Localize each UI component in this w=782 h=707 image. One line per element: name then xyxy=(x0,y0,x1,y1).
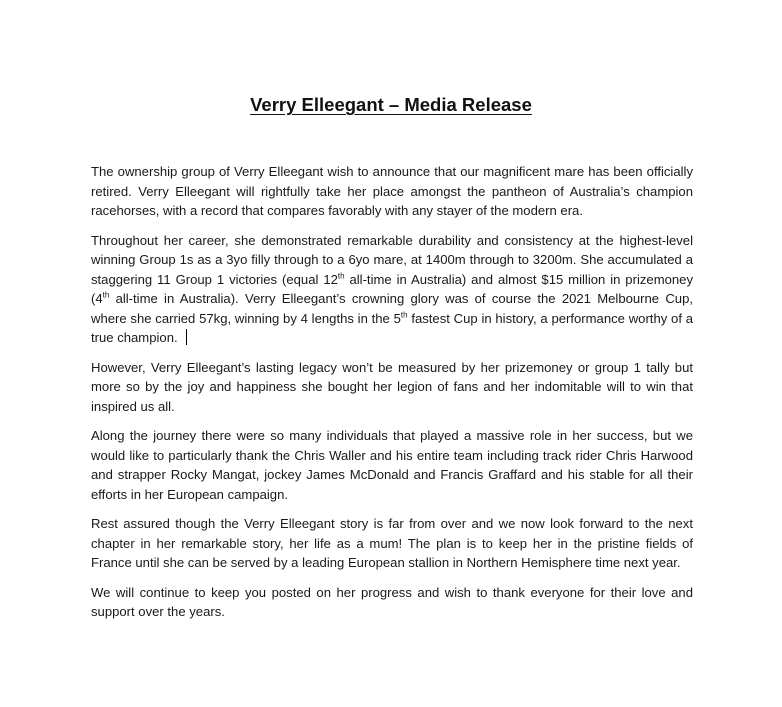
ordinal-suffix: th xyxy=(102,290,110,300)
paragraph-text: all-time in Australia) and almost $15 million in prizemoney (4 xyxy=(91,271,693,306)
text-cursor xyxy=(186,329,187,345)
paragraph-career-record xyxy=(91,231,693,348)
paragraph-future-plans xyxy=(91,514,693,573)
document-body[interactable] xyxy=(91,162,693,632)
ordinal-suffix: th xyxy=(337,271,345,281)
paragraph-text: Along the journey there were so many individuals that played a massive role in her success, but we would like to particularly thank the Chris Waller and his entire team including track rider Chris Harwood and strapper Rocky Mangat, jockey James McDonald and Francis Graffard and his stable for all their efforts in her European campaign. xyxy=(91,428,693,502)
paragraph-closing xyxy=(91,583,693,622)
paragraph-text: We will continue to keep you posted on her progress and wish to thank everyone for their love and support over the years. xyxy=(91,584,693,619)
paragraph-text: fastest Cup in history, a performance worthy of a true champion. xyxy=(91,310,694,345)
paragraph-text: However, Verry Elleegant’s lasting legacy won’t be measured by her prizemoney or group 1 tally but more so by the joy and happiness she bought her legion of fans and her indomitable will to win that inspired us all. xyxy=(91,359,693,414)
paragraph-text: all-time in Australia). Verry Elleegant’s crowning glory was of course the 2021 Melbourne Cup, where she carried 57kg, winning by 4 lengths in the 5 xyxy=(91,291,693,326)
ordinal-suffix: th xyxy=(400,310,408,320)
paragraph-text: Throughout her career, she demonstrated remarkable durability and consistency at the highest-level winning Group 1s as a 3yo filly through to a 6yo mare, at 1400m through to 3200m. She accumulated a staggering 11 Group 1 victories (equal 12 xyxy=(91,232,693,287)
paragraph-legacy xyxy=(91,358,693,417)
paragraph-retirement-announcement xyxy=(91,162,693,221)
paragraph-text: Rest assured though the Verry Elleegant story is far from over and we now look forward to the next chapter in her remarkable story, her life as a mum! The plan is to keep her in the pristine fields of France until she can be served by a leading European stallion in Northern Hemisphere time next year. xyxy=(91,516,693,570)
paragraph-thanks xyxy=(91,426,693,504)
paragraph-text: The ownership group of Verry Elleegant wish to announce that our magnificent mare has been officially retired. Verry Elleegant will rightfully take her place amongst the pantheon of Australia’s champion racehorses, with a record that compares favorably with any stayer of the modern era. xyxy=(91,164,693,218)
document-title: Verry Elleegant – Media Release xyxy=(250,94,532,115)
